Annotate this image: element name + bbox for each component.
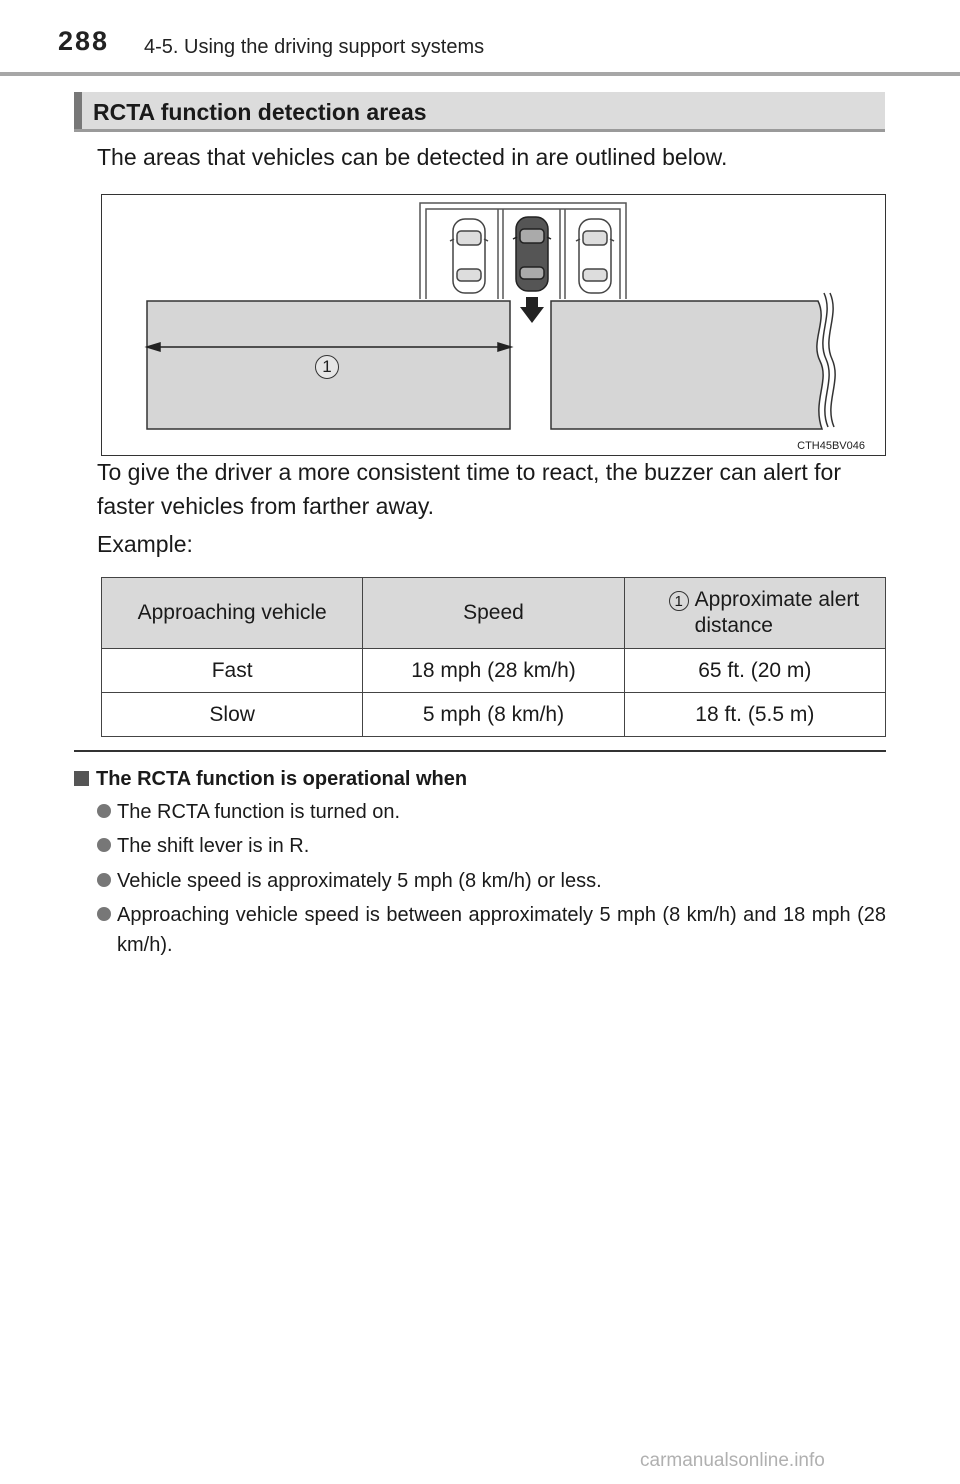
notes-heading-text: The RCTA function is operational when: [96, 768, 468, 790]
body-paragraph: To give the driver a more consistent time to react, the buzzer can alert for faster vehicles from farther away.: [97, 459, 842, 519]
road-edge-line: [823, 293, 829, 427]
cell-speed: 5 mph (8 km/h): [363, 693, 624, 737]
header-alert-distance-label: Approximate alert distance: [694, 588, 860, 637]
detection-area-illustration: [102, 195, 887, 457]
table-header-row: [102, 578, 886, 649]
header-alert-distance: [624, 578, 885, 649]
intro-paragraph: The areas that vehicles can be detected in are outlined below.: [97, 144, 728, 170]
bullet-text: The RCTA function is turned on.: [117, 801, 401, 823]
cell-distance: 65 ft. (20 m): [624, 649, 885, 693]
section-accent: [74, 92, 82, 129]
header-approaching-vehicle: Approaching vehicle: [102, 578, 363, 649]
page-number: 288: [58, 26, 110, 56]
watermark: carmanualsonline.info: [640, 1450, 825, 1471]
bullet-dot-icon: [97, 804, 111, 818]
section-heading-bar: [74, 92, 885, 132]
right-detection-zone: [551, 301, 823, 429]
diagram-callout-1: [315, 355, 339, 379]
bullet-text: Approaching vehicle speed is between approximately 5 mph (8 km/h) and 18 mph (28 km/h).: [117, 904, 886, 956]
notes-heading: [74, 768, 467, 791]
table-row: [102, 693, 886, 737]
cell-speed: 18 mph (28 km/h): [363, 649, 624, 693]
own-vehicle-icon: [513, 217, 551, 291]
example-label: Example:: [97, 531, 193, 557]
square-bullet-icon: [74, 771, 89, 786]
section-title: RCTA function detection areas: [93, 99, 427, 125]
table-row: [102, 649, 886, 693]
list-item: [97, 900, 886, 960]
bullet-dot-icon: [97, 838, 111, 852]
cell-vehicle: Slow: [102, 693, 363, 737]
list-item: [97, 866, 886, 896]
list-item: [97, 831, 886, 861]
diagram-callout-label: 1: [322, 357, 332, 376]
alert-distance-table: [101, 577, 886, 737]
detection-area-diagram: [101, 194, 886, 456]
header-callout-1: 1: [669, 591, 689, 611]
header-rule: [0, 72, 960, 76]
cell-distance: 18 ft. (5.5 m): [624, 693, 885, 737]
bullet-text: The shift lever is in R.: [117, 835, 310, 857]
road-edge-line: [829, 293, 835, 427]
reverse-direction-arrow-icon: [520, 297, 544, 323]
list-item: [97, 797, 886, 827]
section-divider: [74, 750, 886, 752]
image-code: CTH45BV046: [797, 440, 865, 452]
bullet-text: Vehicle speed is approximately 5 mph (8 km/h) or less.: [117, 870, 602, 892]
cell-vehicle: Fast: [102, 649, 363, 693]
bullet-dot-icon: [97, 873, 111, 887]
parked-car-right-icon: [576, 219, 614, 293]
header-speed: Speed: [363, 578, 624, 649]
parked-car-left-icon: [450, 219, 488, 293]
bullet-dot-icon: [97, 907, 111, 921]
chapter-title: 4-5. Using the driving support systems: [144, 36, 485, 58]
